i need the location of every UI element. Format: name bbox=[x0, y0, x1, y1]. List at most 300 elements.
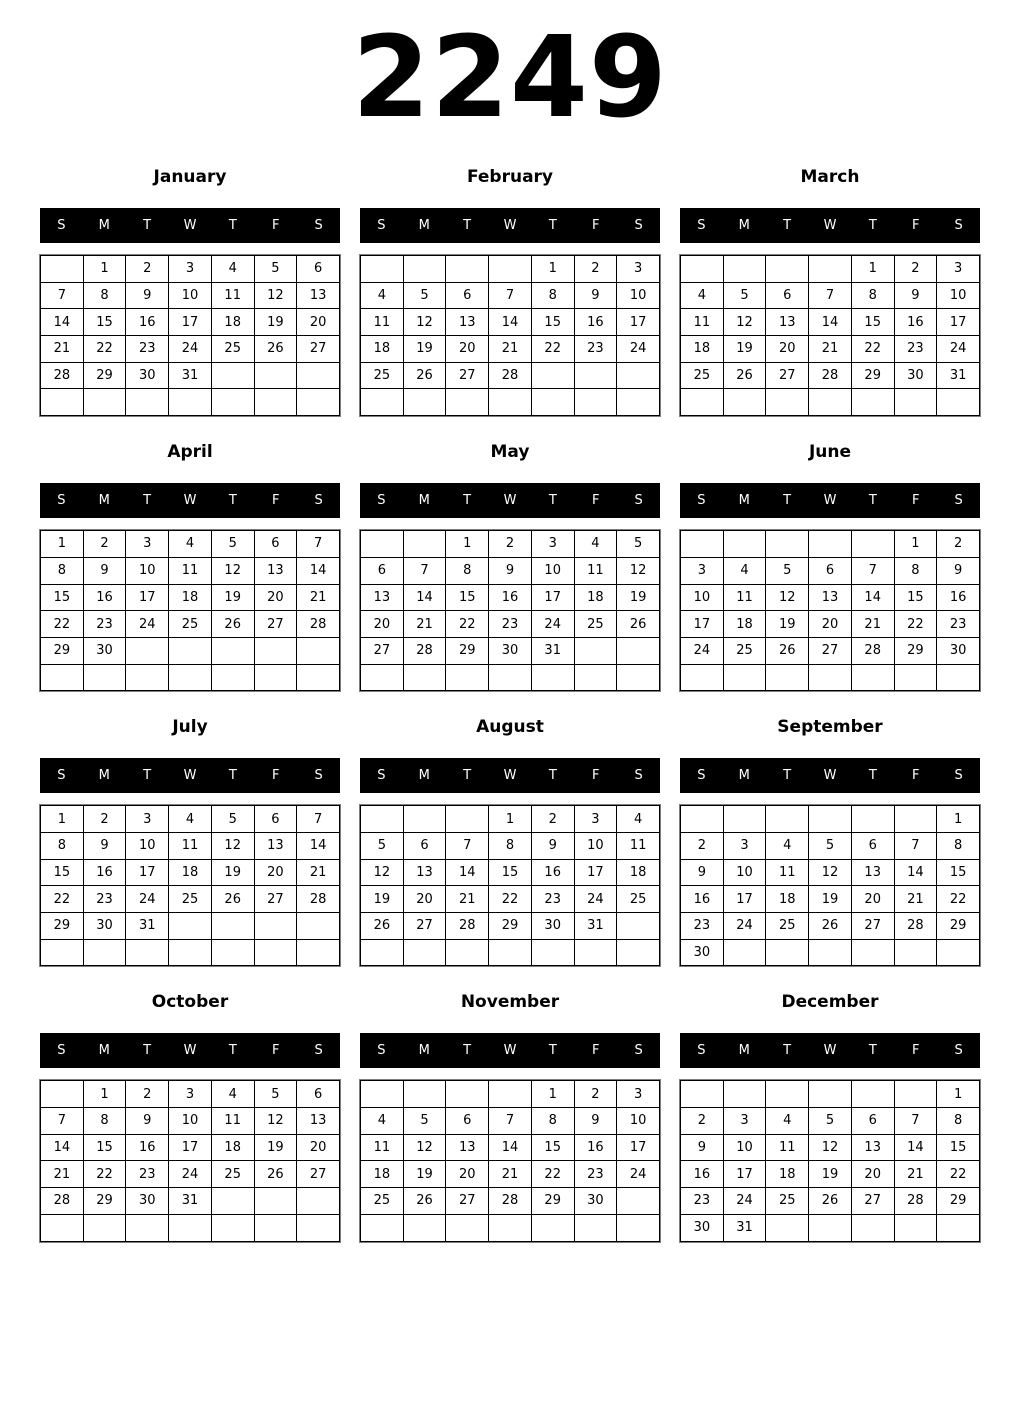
empty-cell bbox=[297, 913, 340, 940]
day-cell: 5 bbox=[809, 833, 852, 860]
day-cell: 16 bbox=[126, 1135, 169, 1162]
day-cell: 1 bbox=[852, 256, 895, 283]
day-cell: 2 bbox=[84, 531, 127, 558]
day-cell: 31 bbox=[532, 638, 575, 665]
empty-cell bbox=[255, 638, 298, 665]
day-cell: 19 bbox=[809, 1161, 852, 1188]
day-cell: 16 bbox=[681, 886, 724, 913]
day-cell: 22 bbox=[937, 886, 980, 913]
day-cell: 12 bbox=[212, 558, 255, 585]
day-cell: 3 bbox=[617, 1081, 660, 1108]
day-cell: 5 bbox=[404, 1108, 447, 1135]
empty-cell bbox=[937, 665, 980, 692]
empty-cell bbox=[809, 1215, 852, 1242]
day-cell: 2 bbox=[575, 1081, 618, 1108]
day-cell: 17 bbox=[617, 1135, 660, 1162]
day-cell: 21 bbox=[489, 1161, 532, 1188]
day-cell: 22 bbox=[84, 1161, 127, 1188]
empty-cell bbox=[361, 1081, 404, 1108]
day-cell: 24 bbox=[575, 886, 618, 913]
day-cell: 22 bbox=[532, 336, 575, 363]
day-cell: 6 bbox=[255, 531, 298, 558]
day-cell: 7 bbox=[446, 833, 489, 860]
day-cell: 5 bbox=[255, 256, 298, 283]
day-cell: 22 bbox=[937, 1161, 980, 1188]
empty-cell bbox=[766, 389, 809, 416]
day-cell: 7 bbox=[41, 283, 84, 310]
empty-cell bbox=[895, 806, 938, 833]
empty-cell bbox=[404, 940, 447, 967]
day-cell: 9 bbox=[575, 283, 618, 310]
day-cell: 6 bbox=[446, 283, 489, 310]
day-cell: 9 bbox=[681, 860, 724, 887]
day-cell: 8 bbox=[446, 558, 489, 585]
empty-cell bbox=[169, 389, 212, 416]
day-cell: 26 bbox=[404, 363, 447, 390]
day-cell: 23 bbox=[126, 1161, 169, 1188]
empty-cell bbox=[212, 913, 255, 940]
weekday-label: T bbox=[143, 218, 152, 233]
day-cell: 21 bbox=[809, 336, 852, 363]
weekday-label: T bbox=[548, 218, 557, 233]
day-cell: 4 bbox=[617, 806, 660, 833]
day-cell: 21 bbox=[41, 336, 84, 363]
day-cell: 16 bbox=[575, 1135, 618, 1162]
day-cell: 19 bbox=[212, 860, 255, 887]
day-cell: 18 bbox=[617, 860, 660, 887]
month-september bbox=[680, 716, 980, 966]
day-cell: 18 bbox=[212, 309, 255, 336]
day-cell: 1 bbox=[84, 1081, 127, 1108]
day-cell: 21 bbox=[895, 1161, 938, 1188]
day-cell: 25 bbox=[169, 611, 212, 638]
weekday-label: W bbox=[503, 218, 517, 233]
day-cell: 19 bbox=[361, 886, 404, 913]
day-cell: 5 bbox=[404, 283, 447, 310]
day-cell: 16 bbox=[681, 1161, 724, 1188]
day-cell: 7 bbox=[895, 833, 938, 860]
weekday-label: W bbox=[503, 768, 517, 784]
weekday-label: S bbox=[954, 493, 963, 509]
day-cell: 12 bbox=[766, 585, 809, 612]
weekday-label: S bbox=[377, 768, 386, 784]
empty-cell bbox=[617, 940, 660, 967]
day-cell: 18 bbox=[766, 886, 809, 913]
month-title: August bbox=[476, 717, 544, 738]
empty-cell bbox=[212, 363, 255, 390]
weekday-label: M bbox=[98, 1043, 110, 1059]
month-title: November bbox=[460, 992, 560, 1013]
empty-cell bbox=[212, 638, 255, 665]
weekday-label: S bbox=[697, 493, 706, 509]
day-cell: 28 bbox=[297, 611, 340, 638]
empty-cell bbox=[809, 256, 852, 283]
empty-cell bbox=[937, 389, 980, 416]
day-cell: 11 bbox=[617, 833, 660, 860]
empty-cell bbox=[126, 1215, 169, 1242]
empty-cell bbox=[489, 665, 532, 692]
day-cell: 12 bbox=[404, 1135, 447, 1162]
day-cell: 20 bbox=[766, 336, 809, 363]
empty-cell bbox=[126, 665, 169, 692]
month-december bbox=[680, 991, 980, 1241]
day-cell: 17 bbox=[575, 860, 618, 887]
day-cell: 20 bbox=[446, 1161, 489, 1188]
day-cell: 23 bbox=[84, 611, 127, 638]
year-title: 2249 bbox=[352, 13, 668, 143]
empty-cell bbox=[255, 913, 298, 940]
day-cell: 14 bbox=[809, 309, 852, 336]
day-cell: 3 bbox=[681, 558, 724, 585]
day-cell: 29 bbox=[937, 1188, 980, 1215]
weekday-label: T bbox=[228, 493, 237, 509]
day-cell: 28 bbox=[41, 363, 84, 390]
empty-cell bbox=[212, 1188, 255, 1215]
weekday-label: M bbox=[98, 218, 110, 233]
weekday-label: S bbox=[697, 218, 706, 233]
day-cell: 25 bbox=[169, 886, 212, 913]
day-cell: 30 bbox=[575, 1188, 618, 1215]
day-cell: 21 bbox=[404, 611, 447, 638]
month-title: December bbox=[781, 992, 879, 1013]
day-cell: 31 bbox=[126, 913, 169, 940]
day-cell: 12 bbox=[361, 860, 404, 887]
day-cell: 24 bbox=[126, 886, 169, 913]
day-cell: 22 bbox=[446, 611, 489, 638]
day-cell: 9 bbox=[575, 1108, 618, 1135]
day-cell: 17 bbox=[617, 309, 660, 336]
month-day-grid bbox=[680, 255, 980, 416]
empty-cell bbox=[126, 638, 169, 665]
day-cell: 26 bbox=[809, 913, 852, 940]
weekday-label: S bbox=[377, 493, 386, 509]
day-cell: 20 bbox=[297, 309, 340, 336]
empty-cell bbox=[404, 806, 447, 833]
day-cell: 7 bbox=[489, 1108, 532, 1135]
day-cell: 29 bbox=[84, 363, 127, 390]
empty-cell bbox=[212, 665, 255, 692]
day-cell: 25 bbox=[617, 886, 660, 913]
day-cell: 18 bbox=[361, 336, 404, 363]
weekday-label: F bbox=[271, 493, 280, 509]
empty-cell bbox=[84, 665, 127, 692]
day-cell: 8 bbox=[532, 283, 575, 310]
month-day-grid bbox=[360, 255, 660, 416]
day-cell: 4 bbox=[361, 1108, 404, 1135]
day-cell: 13 bbox=[766, 309, 809, 336]
weekday-label: F bbox=[911, 768, 920, 784]
weekday-label: T bbox=[868, 768, 877, 784]
day-cell: 15 bbox=[895, 585, 938, 612]
day-cell: 27 bbox=[297, 1161, 340, 1188]
day-cell: 19 bbox=[404, 1161, 447, 1188]
day-cell: 13 bbox=[404, 860, 447, 887]
day-cell: 19 bbox=[255, 309, 298, 336]
empty-cell bbox=[617, 1188, 660, 1215]
empty-cell bbox=[575, 363, 618, 390]
day-cell: 14 bbox=[41, 309, 84, 336]
day-cell: 28 bbox=[852, 638, 895, 665]
empty-cell bbox=[404, 665, 447, 692]
month-title: February bbox=[466, 167, 554, 187]
empty-cell bbox=[404, 389, 447, 416]
empty-cell bbox=[852, 665, 895, 692]
day-cell: 26 bbox=[809, 1188, 852, 1215]
day-cell: 1 bbox=[489, 806, 532, 833]
day-cell: 30 bbox=[895, 363, 938, 390]
empty-cell bbox=[169, 913, 212, 940]
day-cell: 14 bbox=[489, 309, 532, 336]
weekday-label: T bbox=[143, 493, 152, 509]
weekday-label: M bbox=[418, 218, 430, 233]
weekday-label: W bbox=[183, 493, 197, 509]
day-cell: 16 bbox=[575, 309, 618, 336]
day-cell: 7 bbox=[895, 1108, 938, 1135]
day-cell: 26 bbox=[212, 611, 255, 638]
day-cell: 16 bbox=[84, 585, 127, 612]
weekday-label: T bbox=[463, 768, 472, 784]
weekday-label: S bbox=[314, 1043, 323, 1059]
empty-cell bbox=[41, 256, 84, 283]
day-cell: 20 bbox=[361, 611, 404, 638]
empty-cell bbox=[724, 389, 767, 416]
empty-cell bbox=[575, 638, 618, 665]
day-cell: 25 bbox=[724, 638, 767, 665]
weekday-label: T bbox=[143, 1043, 152, 1059]
empty-cell bbox=[575, 665, 618, 692]
weekday-label: T bbox=[783, 768, 792, 784]
day-cell: 1 bbox=[937, 1081, 980, 1108]
empty-cell bbox=[766, 1215, 809, 1242]
day-cell: 14 bbox=[297, 833, 340, 860]
day-cell: 16 bbox=[126, 309, 169, 336]
day-cell: 1 bbox=[937, 806, 980, 833]
empty-cell bbox=[766, 531, 809, 558]
day-cell: 6 bbox=[255, 806, 298, 833]
weekday-label: T bbox=[783, 493, 792, 509]
day-cell: 27 bbox=[404, 913, 447, 940]
day-cell: 4 bbox=[575, 531, 618, 558]
day-cell: 25 bbox=[212, 1161, 255, 1188]
day-cell: 6 bbox=[404, 833, 447, 860]
day-cell: 26 bbox=[361, 913, 404, 940]
weekday-label: T bbox=[463, 218, 472, 233]
day-cell: 30 bbox=[126, 363, 169, 390]
day-cell: 28 bbox=[489, 363, 532, 390]
day-cell: 27 bbox=[255, 886, 298, 913]
day-cell: 19 bbox=[809, 886, 852, 913]
day-cell: 17 bbox=[169, 1135, 212, 1162]
month-day-grid bbox=[680, 805, 980, 966]
weekday-label: F bbox=[911, 1043, 920, 1059]
empty-cell bbox=[446, 940, 489, 967]
day-cell: 25 bbox=[766, 1188, 809, 1215]
empty-cell bbox=[681, 1081, 724, 1108]
day-cell: 23 bbox=[575, 1161, 618, 1188]
month-april bbox=[40, 441, 340, 691]
day-cell: 24 bbox=[617, 1161, 660, 1188]
day-cell: 3 bbox=[617, 256, 660, 283]
day-cell: 1 bbox=[84, 256, 127, 283]
day-cell: 4 bbox=[212, 1081, 255, 1108]
day-cell: 28 bbox=[895, 913, 938, 940]
empty-cell bbox=[532, 665, 575, 692]
empty-cell bbox=[681, 665, 724, 692]
day-cell: 4 bbox=[361, 283, 404, 310]
weekday-label: S bbox=[634, 768, 643, 784]
empty-cell bbox=[852, 1215, 895, 1242]
empty-cell bbox=[361, 531, 404, 558]
day-cell: 30 bbox=[532, 913, 575, 940]
day-cell: 1 bbox=[895, 531, 938, 558]
day-cell: 24 bbox=[532, 611, 575, 638]
empty-cell bbox=[84, 1215, 127, 1242]
empty-cell bbox=[297, 363, 340, 390]
empty-cell bbox=[895, 940, 938, 967]
empty-cell bbox=[297, 665, 340, 692]
day-cell: 17 bbox=[724, 886, 767, 913]
month-january bbox=[40, 166, 340, 416]
month-day-grid bbox=[360, 805, 660, 966]
day-cell: 25 bbox=[361, 1188, 404, 1215]
weekday-label: S bbox=[634, 1043, 643, 1059]
day-cell: 29 bbox=[41, 638, 84, 665]
day-cell: 6 bbox=[361, 558, 404, 585]
day-cell: 12 bbox=[212, 833, 255, 860]
weekday-label: S bbox=[57, 493, 66, 509]
empty-cell bbox=[41, 665, 84, 692]
day-cell: 3 bbox=[126, 806, 169, 833]
day-cell: 31 bbox=[937, 363, 980, 390]
day-cell: 15 bbox=[84, 1135, 127, 1162]
day-cell: 8 bbox=[41, 833, 84, 860]
day-cell: 3 bbox=[169, 1081, 212, 1108]
day-cell: 20 bbox=[446, 336, 489, 363]
weekday-label: T bbox=[228, 1043, 237, 1059]
day-cell: 30 bbox=[84, 913, 127, 940]
day-cell: 21 bbox=[446, 886, 489, 913]
day-cell: 24 bbox=[169, 1161, 212, 1188]
empty-cell bbox=[84, 940, 127, 967]
day-cell: 23 bbox=[532, 886, 575, 913]
day-cell: 26 bbox=[255, 336, 298, 363]
day-cell: 10 bbox=[169, 1108, 212, 1135]
day-cell: 11 bbox=[575, 558, 618, 585]
day-cell: 20 bbox=[404, 886, 447, 913]
day-cell: 8 bbox=[895, 558, 938, 585]
day-cell: 13 bbox=[297, 1108, 340, 1135]
empty-cell bbox=[766, 1081, 809, 1108]
empty-cell bbox=[809, 940, 852, 967]
day-cell: 14 bbox=[404, 585, 447, 612]
day-cell: 2 bbox=[937, 531, 980, 558]
day-cell: 23 bbox=[575, 336, 618, 363]
empty-cell bbox=[446, 1081, 489, 1108]
empty-cell bbox=[297, 389, 340, 416]
day-cell: 7 bbox=[489, 283, 532, 310]
day-cell: 25 bbox=[361, 363, 404, 390]
day-cell: 22 bbox=[41, 611, 84, 638]
weekday-label: S bbox=[634, 493, 643, 509]
weekday-label: S bbox=[954, 218, 963, 233]
empty-cell bbox=[255, 389, 298, 416]
month-may bbox=[360, 441, 660, 691]
day-cell: 28 bbox=[895, 1188, 938, 1215]
day-cell: 11 bbox=[766, 1135, 809, 1162]
day-cell: 10 bbox=[126, 833, 169, 860]
month-title: June bbox=[808, 442, 852, 463]
day-cell: 17 bbox=[532, 585, 575, 612]
day-cell: 9 bbox=[126, 1108, 169, 1135]
weekday-label: T bbox=[143, 768, 152, 784]
empty-cell bbox=[84, 389, 127, 416]
day-cell: 18 bbox=[212, 1135, 255, 1162]
day-cell: 5 bbox=[766, 558, 809, 585]
empty-cell bbox=[297, 1188, 340, 1215]
empty-cell bbox=[41, 1215, 84, 1242]
day-cell: 31 bbox=[575, 913, 618, 940]
day-cell: 18 bbox=[766, 1161, 809, 1188]
day-cell: 20 bbox=[852, 1161, 895, 1188]
empty-cell bbox=[446, 1215, 489, 1242]
day-cell: 7 bbox=[297, 806, 340, 833]
empty-cell bbox=[41, 389, 84, 416]
day-cell: 27 bbox=[852, 913, 895, 940]
empty-cell bbox=[575, 1215, 618, 1242]
weekday-header-bar bbox=[680, 1033, 980, 1068]
month-day-grid bbox=[360, 1080, 660, 1241]
month-march bbox=[680, 166, 980, 416]
day-cell: 12 bbox=[255, 1108, 298, 1135]
empty-cell bbox=[404, 1215, 447, 1242]
weekday-label: S bbox=[57, 218, 66, 233]
day-cell: 27 bbox=[255, 611, 298, 638]
weekday-label: W bbox=[503, 1043, 517, 1059]
day-cell: 15 bbox=[41, 860, 84, 887]
day-cell: 28 bbox=[297, 886, 340, 913]
empty-cell bbox=[361, 665, 404, 692]
empty-cell bbox=[532, 389, 575, 416]
day-cell: 14 bbox=[446, 860, 489, 887]
day-cell: 23 bbox=[895, 336, 938, 363]
empty-cell bbox=[169, 1215, 212, 1242]
weekday-label: S bbox=[314, 218, 323, 233]
weekday-header-bar bbox=[680, 483, 980, 518]
day-cell: 15 bbox=[852, 309, 895, 336]
empty-cell bbox=[895, 1081, 938, 1108]
weekday-label: S bbox=[697, 768, 706, 784]
day-cell: 3 bbox=[126, 531, 169, 558]
weekday-header-bar bbox=[360, 1033, 660, 1068]
empty-cell bbox=[404, 531, 447, 558]
empty-cell bbox=[575, 940, 618, 967]
day-cell: 23 bbox=[489, 611, 532, 638]
day-cell: 6 bbox=[852, 1108, 895, 1135]
weekday-label: S bbox=[634, 218, 643, 233]
empty-cell bbox=[212, 1215, 255, 1242]
day-cell: 9 bbox=[126, 283, 169, 310]
day-cell: 13 bbox=[297, 283, 340, 310]
day-cell: 26 bbox=[255, 1161, 298, 1188]
day-cell: 29 bbox=[446, 638, 489, 665]
day-cell: 16 bbox=[532, 860, 575, 887]
empty-cell bbox=[126, 389, 169, 416]
day-cell: 6 bbox=[297, 1081, 340, 1108]
day-cell: 5 bbox=[212, 806, 255, 833]
empty-cell bbox=[724, 531, 767, 558]
day-cell: 24 bbox=[169, 336, 212, 363]
day-cell: 10 bbox=[617, 1108, 660, 1135]
